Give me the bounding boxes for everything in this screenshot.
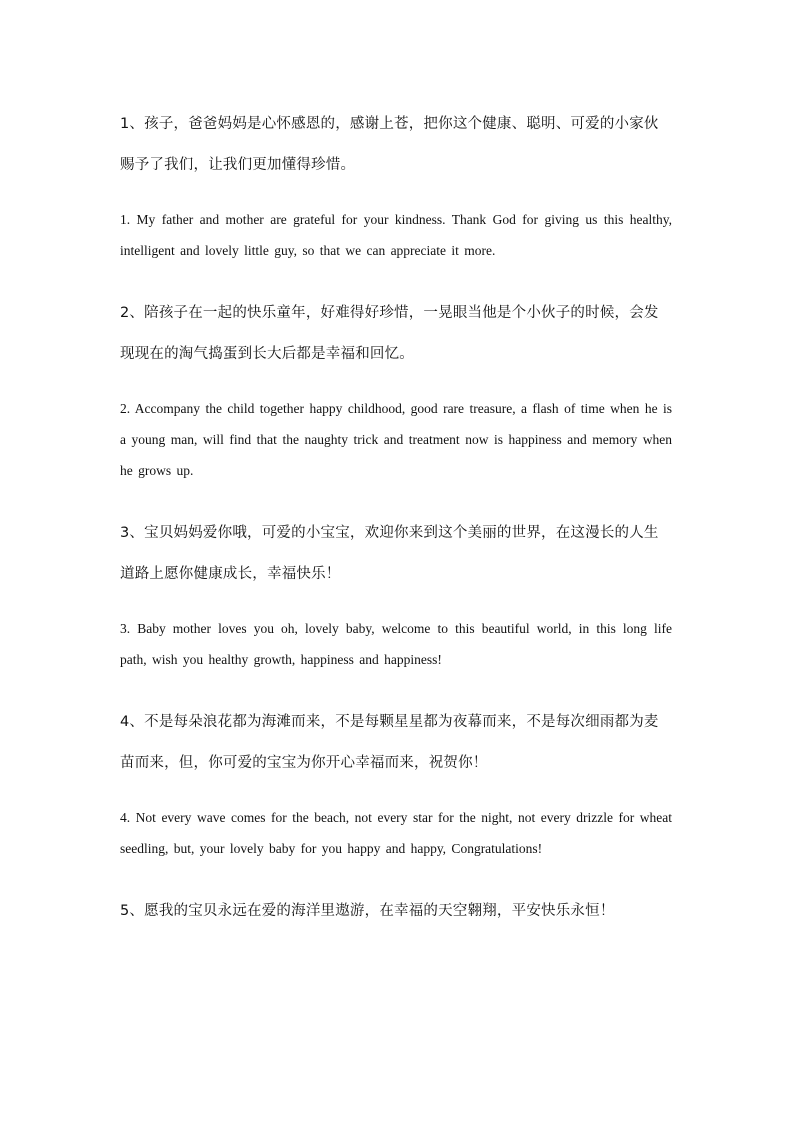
paragraph-4-chinese: 4、不是每朵浪花都为海滩而来，不是每颗星星都为夜幕而来，不是每次细雨都为麦苗而来，但，你可爱的宝宝为你开心幸福而来，祝贺你！ [120, 714, 659, 771]
paragraph-4-english: 4. Not every wave comes for the beach, not every star for the night, not every drizzle for wheat seedling, but, your lovely baby for you happy and happy, Congratulations! [120, 810, 672, 856]
paragraph-3-chinese: 3、宝贝妈妈爱你哦，可爱的小宝宝，欢迎你来到这个美丽的世界，在这漫长的人生道路上愿你健康成长，幸福快乐！ [120, 525, 659, 582]
paragraph-3-english: 3. Baby mother loves you oh, lovely baby, welcome to this beautiful world, in this long life path, wish you healthy growth, happiness and happiness! [120, 621, 672, 667]
paragraph-5-chinese: 5、愿我的宝贝永远在爱的海洋里遨游，在幸福的天空翱翔，平安快乐永恒！ [120, 903, 615, 919]
paragraph-2-chinese: 2、陪孩子在一起的快乐童年，好难得好珍惜，一晃眼当他是个小伙子的时候，会发现现在的淘气捣蛋到长大后都是幸福和回忆。 [120, 305, 659, 362]
paragraph-1-english: 1. My father and mother are grateful for your kindness. Thank God for giving us this healthy, intelligent and lovely little guy, so that we can appreciate it more. [120, 212, 672, 258]
document-body [120, 104, 672, 950]
paragraph-1-chinese: 1、孩子，爸爸妈妈是心怀感恩的，感谢上苍，把你这个健康、聪明、可爱的小家伙赐予了我们，让我们更加懂得珍惜。 [120, 116, 659, 173]
paragraph-2-english: 2. Accompany the child together happy childhood, good rare treasure, a flash of time when he is a young man, will find that the naughty trick and treatment now is happiness and memory when he grows up. [120, 401, 672, 478]
